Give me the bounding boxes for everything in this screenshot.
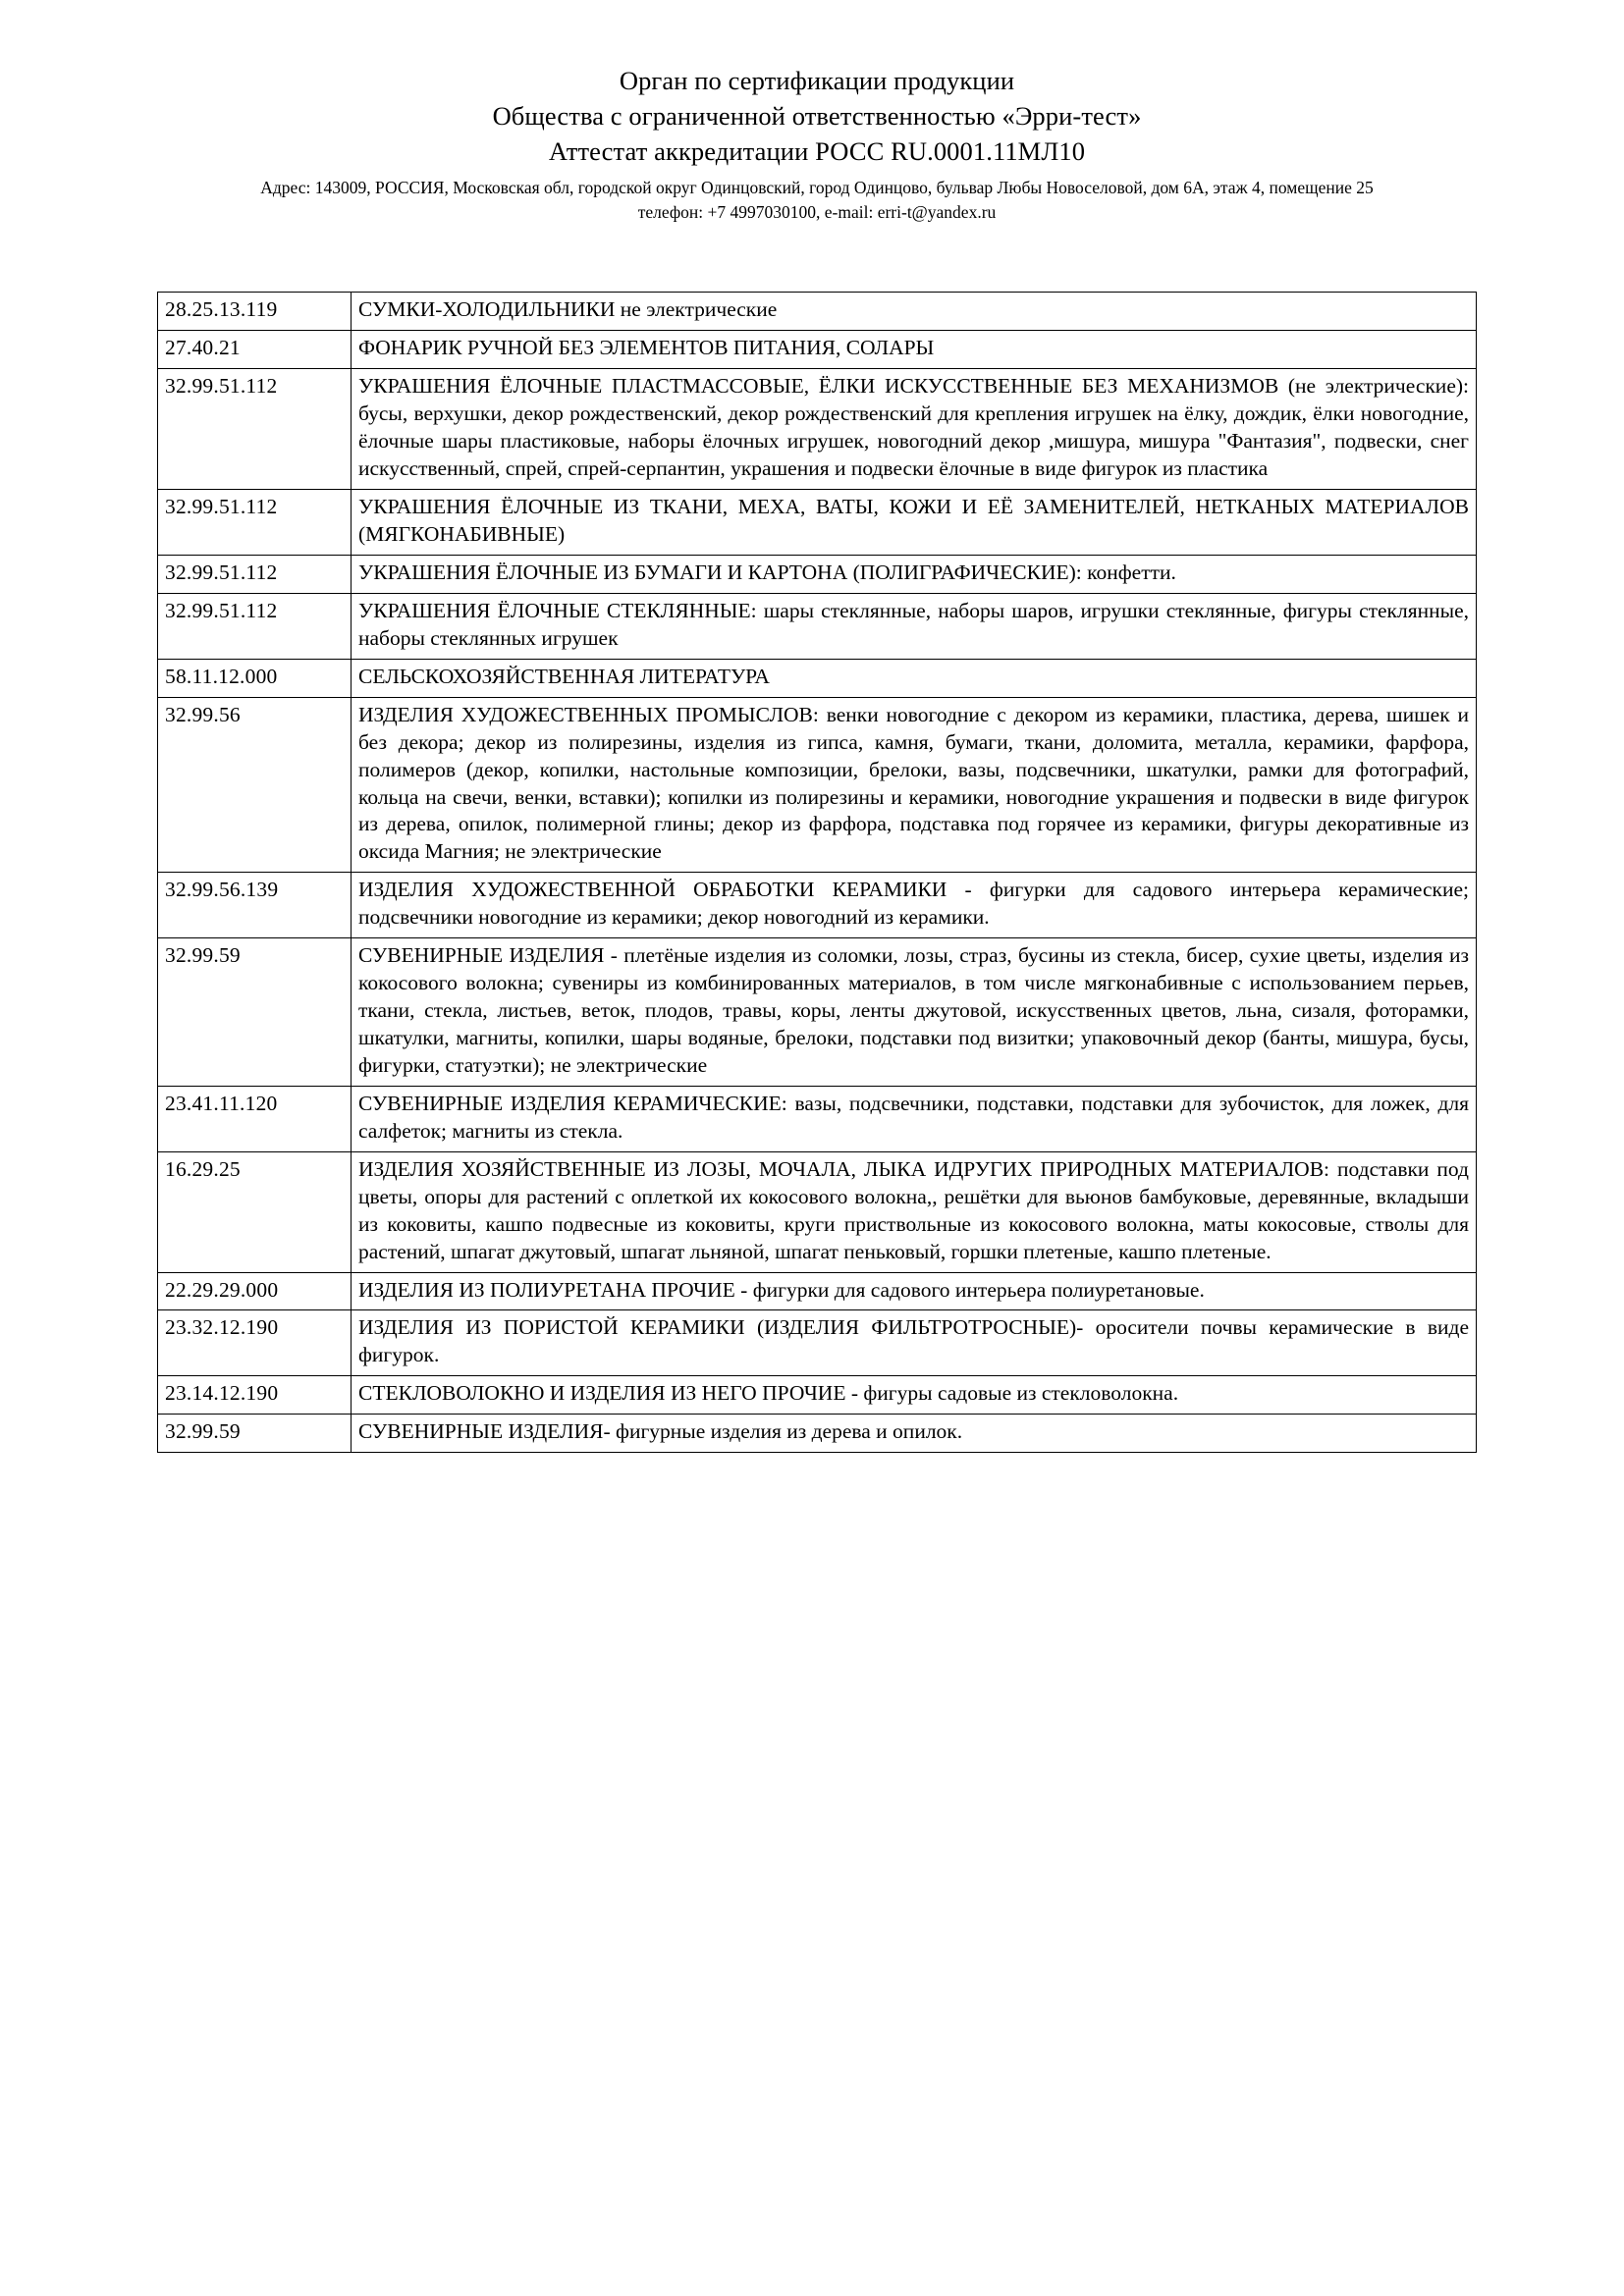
product-description-text: СТЕКЛОВОЛОКНО И ИЗДЕЛИЯ ИЗ НЕГО ПРОЧИЕ - фигуры садовые из стекловолокна. [358,1381,1179,1406]
product-description-cell [352,1415,1477,1453]
table-row [158,293,1477,331]
okpd-code-cell: 28.25.13.119 [158,293,352,331]
product-description-cell [352,873,1477,938]
product-description-text: ИЗДЕЛИЯ ХУДОЖЕСТВЕННОЙ ОБРАБОТКИ КЕРАМИКИ - фигурки для садового интерьера керамические; подсвечники новогодние из керамики; декор новогодний из керамики. [358,878,1469,930]
product-description-text: ИЗДЕЛИЯ ХОЗЯЙСТВЕННЫЕ ИЗ ЛОЗЫ, МОЧАЛА, ЛЫКА ИДРУГИХ ПРИРОДНЫХ МАТЕРИАЛОВ: подставки под цветы, опоры для растений с оплеткой их кокосового волокна,, решётки для вьюнов бамбуковые, деревянные, вкладыши из коковиты, кашпо подвесные из коковиты, круги приствольные из кокосового волокна, маты кокосовые, стволы для растений, шпагат джутовый, шпагат льняной, шпагат пеньковый, горшки плетеные, кашпо плетеные. [358,1156,1469,1263]
contact-line: телефон: +7 4997030100, e-mail: erri-t@yandex.ru [637,202,997,223]
product-description-text: СУВЕНИРНЫЕ ИЗДЕЛИЯ - плетёные изделия из соломки, лозы, страз, бусины из стекла, бисер, сухие цветы, изделия из кокосового волокна; сувениры из комбинированных материалов, в том числе мягконабивные с использованием перьев, ткани, стекла, листьев, веток, плодов, травы, коры, ленты джутовой, искусственных цветов, льна, сизаля, фоторамки, шкатулки, магниты, копилки, шары водяные, брелоки, подставки под визитки; упаковочный декор (банты, мишура, бусы, фигурки, статуэтки); не электрические [358,943,1469,1077]
table-body [158,293,1477,1453]
company-name-line: Общества с ограниченной ответственностью «Эрри-тест» [492,100,1142,131]
product-description-cell [352,555,1477,593]
okpd-code-cell: 32.99.51.112 [158,555,352,593]
okpd-code-cell: 32.99.51.112 [158,369,352,490]
product-description-text: СЕЛЬСКОХОЗЯЙСТВЕННАЯ ЛИТЕРАТУРА [358,664,770,688]
product-description-cell [352,1151,1477,1272]
document-header [157,65,1477,223]
product-description-text: УКРАШЕНИЯ ЁЛОЧНЫЕ ПЛАСТМАССОВЫЕ, ЁЛКИ ИСКУССТВЕННЫЕ БЕЗ МЕХАНИЗМОВ (не электрические): бусы, верхушки, декор рождественский, декор рождественский для крепления игрушек на ёлку, дождик, ёлки новогодние, ёлочные шары пластиковые, наборы ёлочных игрушек, новогодний декор ,мишура, мишура "Фантазия", подвески, снег искусственный, спрей, спрей-серпантин, украшения и подвески ёлочные в виде фигурок из пластика [358,374,1469,481]
table-row [158,1376,1477,1415]
table-row [158,369,1477,490]
product-description-text: ИЗДЕЛИЯ ИЗ ПОЛИУРЕТАНА ПРОЧИЕ - фигурки для садового интерьера полиуретановые. [358,1277,1205,1302]
org-name-line: Орган по сертификации продукции [619,66,1015,95]
product-description-text: ИЗДЕЛИЯ ИЗ ПОРИСТОЙ КЕРАМИКИ (ИЗДЕЛИЯ ФИЛЬТРОТРОСНЫЕ)- оросители почвы керамические в виде фигурок. [358,1315,1469,1367]
table-row [158,697,1477,873]
product-description-text: СУВЕНИРНЫЕ ИЗДЕЛИЯ КЕРАМИЧЕСКИЕ: вазы, подсвечники, подставки, подставки для зубочисток, для ложек, для салфеток; магниты из стекла. [358,1091,1469,1143]
product-description-cell [352,1376,1477,1415]
product-description-cell [352,697,1477,873]
product-description-cell [352,938,1477,1087]
product-code-table [157,292,1477,1453]
product-description-cell [352,369,1477,490]
table-row [158,555,1477,593]
product-description-text: УКРАШЕНИЯ ЁЛОЧНЫЕ СТЕКЛЯННЫЕ: шары стеклянные, наборы шаров, игрушки стеклянные, фигуры стеклянные, наборы стеклянных игрушек [358,598,1469,650]
okpd-code-cell: 32.99.59 [158,1415,352,1453]
table-row [158,331,1477,369]
product-description-cell [352,331,1477,369]
product-description-cell [352,1310,1477,1376]
product-description-text: ФОНАРИК РУЧНОЙ БЕЗ ЭЛЕМЕНТОВ ПИТАНИЯ, СОЛАРЫ [358,336,935,360]
table-row [158,1151,1477,1272]
product-description-cell [352,659,1477,697]
product-description-cell [352,593,1477,659]
okpd-code-cell: 23.14.12.190 [158,1376,352,1415]
table-row [158,490,1477,556]
address-line: Адрес: 143009, РОССИЯ, Московская обл, городской округ Одинцовский, город Одинцово, бульвар Любы Новоселовой, дом 6А, этаж 4, помещение 25 [260,177,1374,197]
accreditation-line: Аттестат аккредитации РОСС RU.0001.11МЛ10 [548,135,1086,166]
okpd-code-cell: 23.41.11.120 [158,1086,352,1151]
okpd-code-cell: 27.40.21 [158,331,352,369]
product-description-text: ИЗДЕЛИЯ ХУДОЖЕСТВЕННЫХ ПРОМЫСЛОВ: венки новогодние с декором из керамики, пластика, дерева, шишек и без декора; декор из полирезины, изделия из гипса, камня, бумаги, ткани, доломита, металла, керамики, фарфора, полимеров (декор, копилки, настольные композиции, брелоки, вазы, подсвечники, шкатулки, рамки для фотографий, кольца на свечи, венки, вставки); копилки из полирезины и керамики, новогодние украшения и подвески в виде фигурок из дерева, опилок, полимерной глины; декор из фарфора, подставка под горячее из керамики, фигуры декоративные из оксида Магния; не электрические [358,702,1469,864]
okpd-code-cell: 23.32.12.190 [158,1310,352,1376]
okpd-code-cell: 16.29.25 [158,1151,352,1272]
table-row [158,1272,1477,1310]
table-row [158,1086,1477,1151]
product-description-cell [352,1272,1477,1310]
table-row [158,1310,1477,1376]
okpd-code-cell: 32.99.59 [158,938,352,1087]
product-description-text: УКРАШЕНИЯ ЁЛОЧНЫЕ ИЗ БУМАГИ И КАРТОНА (ПОЛИГРАФИЧЕСКИЕ): конфетти. [358,560,1176,584]
okpd-code-cell: 22.29.29.000 [158,1272,352,1310]
table-row [158,593,1477,659]
table-row [158,659,1477,697]
product-description-cell [352,490,1477,556]
table-row [158,873,1477,938]
table-row [158,938,1477,1087]
okpd-code-cell: 32.99.56 [158,697,352,873]
table-row [158,1415,1477,1453]
product-description-cell [352,1086,1477,1151]
okpd-code-cell: 32.99.56.139 [158,873,352,938]
okpd-code-cell: 32.99.51.112 [158,593,352,659]
product-description-cell [352,293,1477,331]
product-description-text: УКРАШЕНИЯ ЁЛОЧНЫЕ ИЗ ТКАНИ, МЕХА, ВАТЫ, КОЖИ И ЕЁ ЗАМЕНИТЕЛЕЙ, НЕТКАНЫХ МАТЕРИАЛОВ (МЯГКОНАБИВНЫЕ) [358,495,1469,547]
product-description-text: СУМКИ-ХОЛОДИЛЬНИКИ не электрические [358,297,778,322]
product-description-text: СУВЕНИРНЫЕ ИЗДЕЛИЯ- фигурные изделия из дерева и опилок. [358,1419,963,1444]
okpd-code-cell: 58.11.12.000 [158,659,352,697]
okpd-code-cell: 32.99.51.112 [158,490,352,556]
